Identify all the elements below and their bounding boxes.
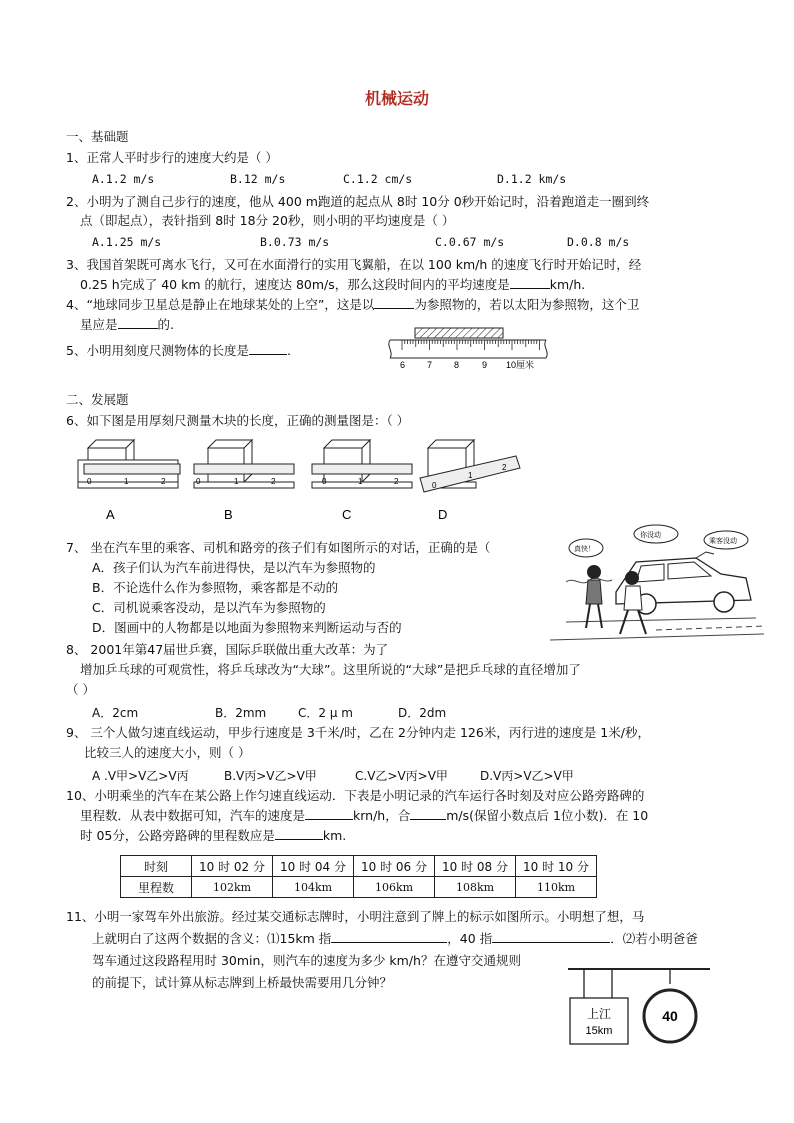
question-2-line2: 点（即起点），表针指到 8时 18分 20秒，则小明的平均速度是（ ） xyxy=(80,213,455,228)
fig-c-scale-0: 0 xyxy=(322,477,327,486)
q4-answer-blank-1[interactable] xyxy=(374,296,414,309)
sign-place-name: 上江 xyxy=(586,1007,612,1021)
table-cell: 108km xyxy=(435,877,516,898)
q2-option-b: B.0.73 m/s xyxy=(260,235,330,249)
q6-figures xyxy=(76,436,526,524)
q3-answer-blank[interactable] xyxy=(510,276,550,289)
q9-option-d: D.V丙>V乙>V甲 xyxy=(480,769,574,783)
fig-d-scale-1: 1 xyxy=(468,471,473,480)
q5-object xyxy=(415,328,503,338)
table-cell: 106km xyxy=(354,877,435,898)
q4-text-a: 4、“地球同步卫星总是静止在地球某处的上空”，这是以 xyxy=(66,297,375,312)
fig-b-scale-1: 1 xyxy=(234,477,239,486)
ruler-label-8: 8 xyxy=(454,360,460,370)
q5-answer-blank[interactable] xyxy=(249,342,287,355)
q1-option-d: D.1.2 km/s xyxy=(497,172,567,186)
q8-option-d: D．2dm xyxy=(398,706,447,720)
q2-option-d: D.0.8 m/s xyxy=(567,235,630,249)
q10-text-e: km. xyxy=(322,828,347,843)
section-heading-development: 二、发展题 xyxy=(66,392,129,407)
table-cell: 110km xyxy=(516,877,597,898)
q8-option-c: C．2 μ m xyxy=(298,706,353,720)
fig-d-scale-0: 0 xyxy=(432,481,437,490)
q3-text-a: 0.25 h完成了 40 km 的航行，速度达 80m/s，那么这段时间内的平均速度是 xyxy=(80,277,510,292)
question-9-line2: 比较三人的速度大小，则（ ） xyxy=(84,745,251,760)
q10-mileage-table xyxy=(120,855,597,898)
q2-option-a: A.1.25 m/s xyxy=(92,235,162,249)
question-11-line2 xyxy=(92,930,698,948)
table-cell: 10 时 04 分 xyxy=(273,856,354,877)
q6-label-a: A xyxy=(106,507,115,522)
q5-end: . xyxy=(286,343,291,358)
bubble-driver: 乘客没动 xyxy=(709,538,737,545)
q4-answer-blank-2[interactable] xyxy=(118,316,158,329)
q1-option-b: B.12 m/s xyxy=(230,172,286,186)
q5-ruler-ticks xyxy=(402,340,540,350)
fig-a-scale-2: 2 xyxy=(161,477,166,486)
q8-option-a: A．2cm xyxy=(92,706,139,720)
fig-b-scale-0: 0 xyxy=(196,477,201,486)
q4-text-c: 星应是 xyxy=(80,317,118,332)
fig-a-scale-1: 1 xyxy=(124,477,129,486)
q6-figure-d xyxy=(420,440,520,522)
q3-text-b: km/h. xyxy=(549,277,586,292)
question-11-line4: 的前提下，试计算从标志牌到上桥最快需要用几分钟？ xyxy=(92,975,393,990)
ruler-label-10cm: 10厘米 xyxy=(506,360,535,370)
table-cell: 104km xyxy=(273,877,354,898)
fig-d-scale-2: 2 xyxy=(502,463,507,472)
q7-option-b: B．不论选什么作为参照物，乘客都是不动的 xyxy=(92,580,339,595)
q1-option-a: A.1.2 m/s xyxy=(92,172,155,186)
question-3-line2 xyxy=(80,276,585,294)
table-cell: 10 时 10 分 xyxy=(516,856,597,877)
q7-option-a: A．孩子们认为汽车前进得快，是以汽车为参照物的 xyxy=(92,560,376,575)
q7-option-c: C．司机说乘客没动，是以汽车为参照物的 xyxy=(92,600,326,615)
q11-text-b: ，40 指 xyxy=(447,931,493,946)
q6-figure-a xyxy=(78,440,180,522)
question-10-line3 xyxy=(80,827,346,845)
q1-option-c: C.1.2 cm/s xyxy=(343,172,413,186)
question-8-line3: （ ） xyxy=(66,682,95,697)
q2-option-c: C.0.67 m/s xyxy=(435,235,505,249)
q10-text-c: m/s(保留小数点后 1位小数)．在 10 xyxy=(446,808,649,823)
question-11-line3: 驾车通过这段路程用时 30min，则汽车的速度为多少 km/h？在遵守交通规则 xyxy=(92,953,521,968)
sign-distance: 15km xyxy=(585,1025,613,1037)
q9-option-a: A .V甲>V乙>V丙 xyxy=(92,769,189,783)
q6-label-c: C xyxy=(342,507,352,522)
ruler-label-9: 9 xyxy=(482,360,488,370)
bubble-children: 真快！ xyxy=(574,546,595,553)
q10-text-b: krn/h，合 xyxy=(353,808,411,823)
question-6: 6、如下图是用厚刻尺测量木块的长度，正确的测量图是：（ ） xyxy=(66,413,410,428)
q10-speed-ms-blank[interactable] xyxy=(410,807,446,820)
question-8-line1: 8、 2001年第47届世乒赛，国际乒联做出重大改革：为了 xyxy=(66,642,389,657)
q10-text-d: 时 05分，公路旁路碑的里程数应是 xyxy=(80,828,275,843)
q7-option-d: D．图画中的人物都是以地面为参照物来判断运动与否的 xyxy=(92,620,402,635)
fig-b-scale-2: 2 xyxy=(271,477,276,486)
table-cell: 10 时 02 分 xyxy=(192,856,273,877)
q7-car-illustration xyxy=(546,522,768,650)
q10-text-a: 里程数．从表中数据可知，汽车的速度是 xyxy=(80,808,306,823)
section-heading-basic: 一、基础题 xyxy=(66,129,129,144)
q10-speed-kmh-blank[interactable] xyxy=(305,807,353,820)
q8-option-b: B．2mm xyxy=(215,706,267,720)
q6-label-d: D xyxy=(438,507,448,522)
question-10-line2 xyxy=(80,807,648,825)
q4-text-d: 的. xyxy=(157,317,174,332)
bubble-passenger: 你没动 xyxy=(640,532,661,539)
table-cell: 10 时 08 分 xyxy=(435,856,516,877)
table-cell: 10 时 06 分 xyxy=(354,856,435,877)
question-9-line1: 9、 三个人做匀速直线运动，甲步行速度是 3千米/时，乙在 2分钟内走 126米，丙行进的速度是 1米/秒， xyxy=(66,725,650,740)
question-3-line1: 3、我国首架既可离水飞行，又可在水面滑行的实用飞翼船，在以 100 km/h 的速度飞行时开始记时，经 xyxy=(66,257,642,272)
question-4-line2 xyxy=(80,316,174,334)
q9-option-c: C.V乙>V丙>V甲 xyxy=(355,769,448,783)
distance-sign-board xyxy=(570,998,628,1044)
q4-text-b: 为参照物的，若以太阳为参照物，这个卫 xyxy=(414,297,640,312)
q6-label-b: B xyxy=(224,507,233,522)
question-5 xyxy=(66,342,291,360)
table-row xyxy=(121,856,597,877)
table-head-mileage: 里程数 xyxy=(121,877,192,898)
q11-blank-40[interactable] xyxy=(492,930,610,943)
question-8-line2: 增加乒乓球的可观赏性，将乒乓球改为“大球”。这里所说的“大球”是把乒乓球的直径增加了 xyxy=(80,662,581,677)
sign-speed-limit: 40 xyxy=(662,1008,678,1024)
q6-figure-b xyxy=(194,440,294,522)
table-cell: 102km xyxy=(192,877,273,898)
question-7: 7、 坐在汽车里的乘客、司机和路旁的孩子们有如图所示的对话，正确的是（ xyxy=(66,540,491,555)
fig-a-scale-0: 0 xyxy=(87,477,92,486)
q11-text-a: 上就明白了这两个数据的含义：⑴15km 指 xyxy=(92,931,332,946)
question-4-line1 xyxy=(66,296,639,314)
question-1: 1、正常人平时步行的速度大约是（ ） xyxy=(66,150,278,165)
q6-figure-c xyxy=(312,440,412,522)
question-10-line1: 10、小明乘坐的汽车在某公路上作匀速直线运动．下表是小明记录的汽车运行各时刻及对应公路旁路碑的 xyxy=(66,788,645,803)
page-title: 机械运动 xyxy=(364,89,429,108)
table-row xyxy=(121,877,597,898)
q9-option-b: B.V丙>V乙>V甲 xyxy=(224,769,317,783)
ruler-label-6: 6 xyxy=(400,360,406,370)
q11-text-c: ．⑵若小明爸爸 xyxy=(610,931,698,946)
q11-traffic-sign xyxy=(564,964,714,1050)
question-2-line1: 2、小明为了测自己步行的速度，他从 400 m跑道的起点从 8时 10分 0秒开始记时，沿着跑道走一圈到终 xyxy=(66,194,650,209)
fig-c-scale-1: 1 xyxy=(358,477,363,486)
ruler-label-7: 7 xyxy=(427,360,433,370)
q10-mileage-blank[interactable] xyxy=(275,827,323,840)
q5-text: 5、小明用刻度尺测物体的长度是 xyxy=(66,343,249,358)
question-11-line1: 11、小明一家驾车外出旅游。经过某交通标志牌时，小明注意到了牌上的标示如图所示。小明想了想，马 xyxy=(66,909,645,924)
q5-ruler-figure xyxy=(382,326,552,372)
fig-c-scale-2: 2 xyxy=(394,477,399,486)
table-head-time: 时刻 xyxy=(121,856,192,877)
q11-blank-15km[interactable] xyxy=(331,930,447,943)
